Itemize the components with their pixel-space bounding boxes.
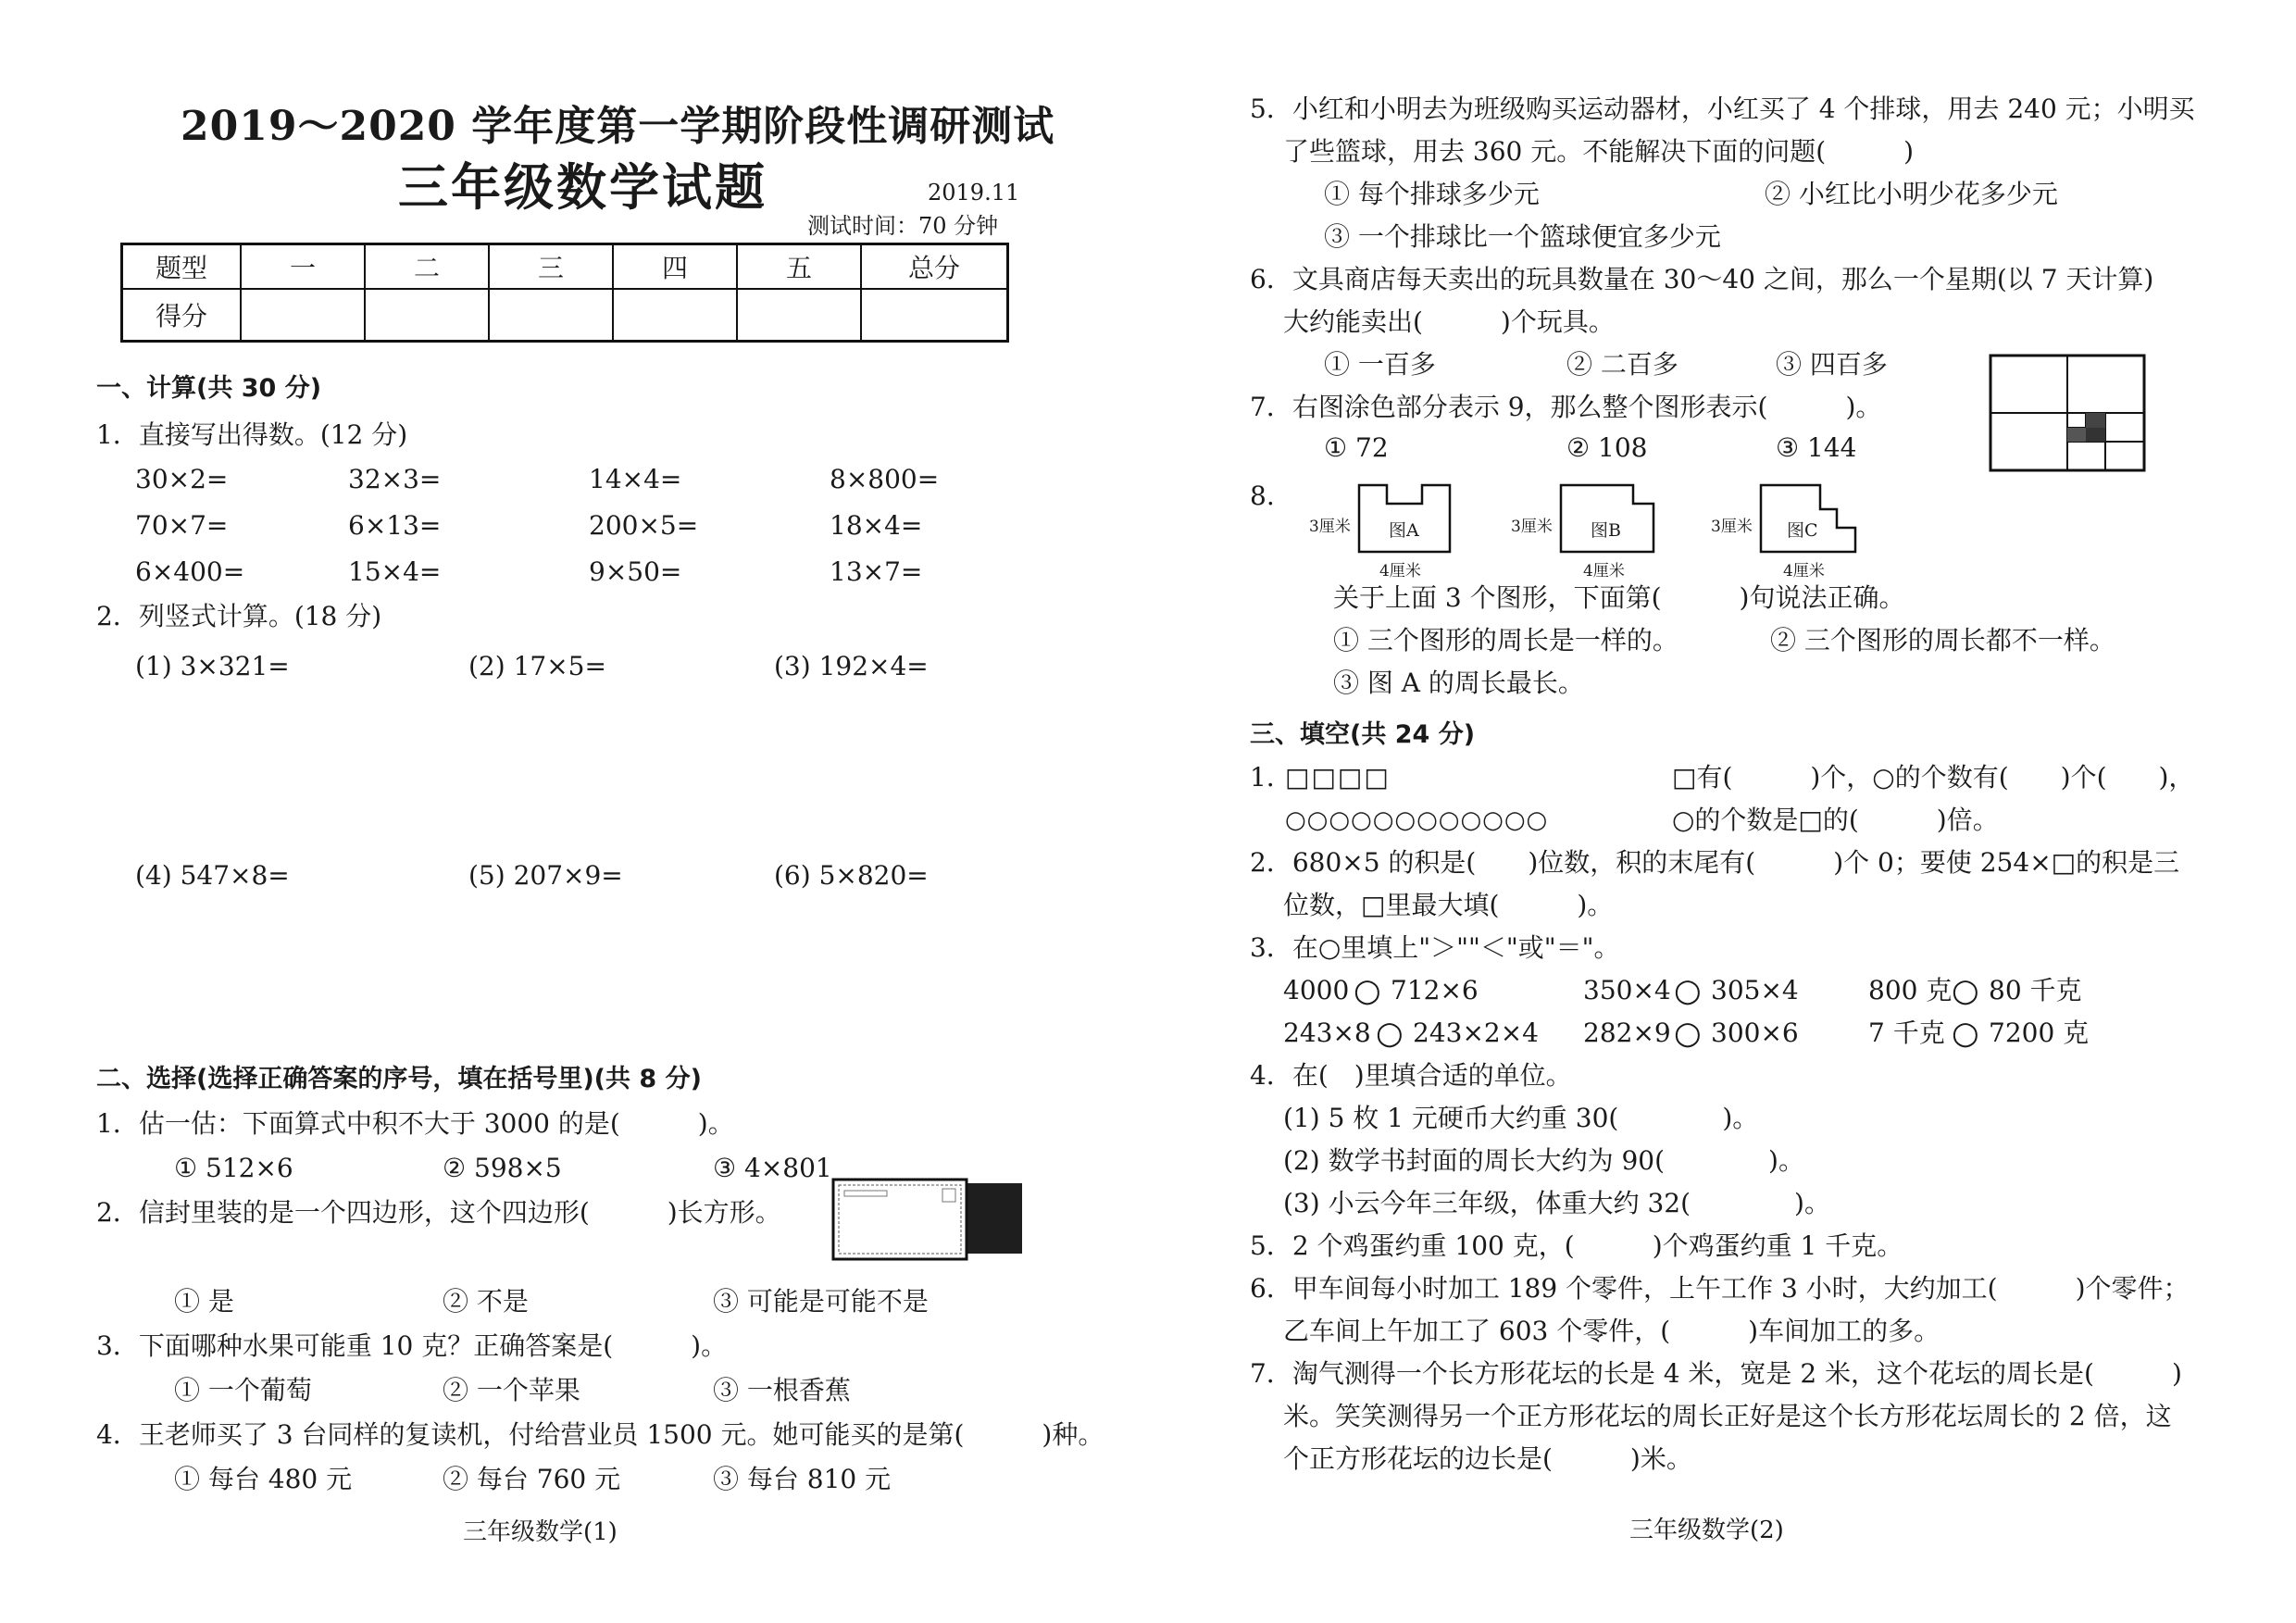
choice-option: ③ 可能是可能不是 xyxy=(713,1286,929,1317)
score-header-3: 三 xyxy=(489,244,613,290)
compare-right: 243×2×4 xyxy=(1413,1017,1539,1048)
f5-text: 5．2 个鸡蛋约重 100 克，( )个鸡蛋约重 1 千克。 xyxy=(1250,1230,1903,1261)
f4-item: (3) 小云今年三年级，体重大约 32( )。 xyxy=(1283,1188,1830,1218)
f2-line-1: 2．680×5 的积是( )位数，积的末尾有( )个 0；要使 254×□的积是三 xyxy=(1250,847,2180,878)
oral-calc-item: 18×4= xyxy=(830,510,923,541)
f4-item: (2) 数学书封面的周长大约为 90( )。 xyxy=(1283,1145,1804,1176)
vertical-calc-item: (6) 5×820= xyxy=(774,860,929,891)
oral-calc-item: 6×400= xyxy=(135,556,245,587)
compare-circle[interactable]: ○ xyxy=(1674,972,1702,1009)
envelope-illustration xyxy=(831,1178,1024,1263)
figure-b-side-label: 3厘米 xyxy=(1511,518,1553,536)
choice-option: ③ 4×801 xyxy=(713,1153,832,1183)
compare-circle[interactable]: ○ xyxy=(1952,1015,1979,1052)
choice-option: ① 512×6 xyxy=(174,1153,293,1183)
oral-calc-item: 70×7= xyxy=(135,510,229,541)
q6-line-2: 大约能卖出( )个玩具。 xyxy=(1283,306,1615,337)
page-footer: 三年级数学(2) xyxy=(1629,1517,1784,1544)
compare-right: 305×4 xyxy=(1711,975,1799,1005)
oral-calc-item: 32×3= xyxy=(348,464,442,494)
f7-line-3: 个正方形花坛的边长是( )米。 xyxy=(1283,1443,1692,1474)
figure-b-bottom-label: 4厘米 xyxy=(1583,562,1625,581)
score-cell-total[interactable] xyxy=(861,289,1008,342)
oral-calc-item: 200×5= xyxy=(589,510,699,541)
f3-text: 3．在○里填上"＞""＜"或"＝"。 xyxy=(1250,932,1620,963)
choice-option: ① 一个葡萄 xyxy=(174,1375,312,1405)
sec2-q2-text: 2．信封里装的是一个四边形，这个四边形( )长方形。 xyxy=(96,1197,781,1228)
score-header-total: 总分 xyxy=(861,244,1008,290)
sec2-q1-text: 1．估一估：下面算式中积不大于 3000 的是( )。 xyxy=(96,1108,734,1139)
q8-text: 关于上面 3 个图形，下面第( )句说法正确。 xyxy=(1333,582,1905,613)
exam-subtitle: 三年级数学试题 xyxy=(398,157,767,217)
figure-b-name: 图B xyxy=(1591,520,1621,541)
exam-date: 2019.11 xyxy=(928,180,1020,206)
compare-left: 800 克 xyxy=(1868,975,1953,1005)
oral-calc-item: 30×2= xyxy=(135,464,229,494)
oral-calc-item: 8×800= xyxy=(830,464,940,494)
figure-a-side-label: 3厘米 xyxy=(1309,518,1351,536)
f1-prefix: 1． xyxy=(1250,762,1292,793)
choice-option: ② 598×5 xyxy=(443,1153,562,1183)
compare-left: 350×4 xyxy=(1583,975,1671,1005)
figure-b xyxy=(1505,476,1700,580)
figure-c-name: 图C xyxy=(1787,520,1818,541)
test-time: 测试时间：70 分钟 xyxy=(807,213,999,239)
compare-right: 7200 克 xyxy=(1989,1017,2090,1048)
q5-line-1: 5．小红和小明去为班级购买运动器材，小红买了 4 个排球，用去 240 元；小明买 xyxy=(1250,94,2195,124)
f6-line-2: 乙车间上午加工了 603 个零件，( )车间加工的多。 xyxy=(1283,1316,1940,1346)
f1-squares: □□□□ xyxy=(1285,762,1391,793)
compare-circle[interactable]: ○ xyxy=(1674,1015,1702,1052)
score-row-label: 得分 xyxy=(122,289,242,342)
compare-circle[interactable]: ○ xyxy=(1354,972,1381,1009)
choice-option: ③ 四百多 xyxy=(1776,349,1888,380)
score-header-1: 一 xyxy=(241,244,365,290)
compare-left: 282×9 xyxy=(1583,1017,1671,1048)
score-table-header-row xyxy=(122,244,1008,290)
score-table-score-row xyxy=(122,289,1008,342)
f7-line-1: 7．淘气测得一个长方形花坛的长是 4 米，宽是 2 米，这个花坛的周长是( ) xyxy=(1250,1358,2182,1389)
choice-option: ① 三个图形的周长是一样的。 xyxy=(1333,625,1678,655)
vertical-calc-item: (4) 547×8= xyxy=(135,860,290,891)
choice-option: ① 每台 480 元 xyxy=(174,1464,353,1494)
oral-calc-item: 13×7= xyxy=(830,556,923,587)
choice-option: ② 二百多 xyxy=(1566,349,1678,380)
choice-option: ② 小红比小明少花多少元 xyxy=(1765,179,2058,209)
vertical-calc-item: (5) 207×9= xyxy=(468,860,623,891)
choice-option: ① 72 xyxy=(1324,432,1389,463)
choice-option: ③ 144 xyxy=(1776,432,1857,463)
compare-circle[interactable]: ○ xyxy=(1952,972,1979,1009)
choice-option: ③ 每台 810 元 xyxy=(713,1464,892,1494)
score-table xyxy=(120,243,1009,343)
score-header-type: 题型 xyxy=(122,244,242,290)
score-cell[interactable] xyxy=(737,289,861,342)
score-cell[interactable] xyxy=(613,289,737,342)
section-3-heading: 三、填空(共 24 分) xyxy=(1250,720,1476,749)
compare-right: 80 千克 xyxy=(1989,975,2082,1005)
choice-option: ② 不是 xyxy=(443,1286,529,1317)
choice-option: ② 一个苹果 xyxy=(443,1375,580,1405)
q5-line-2: 了些篮球，用去 360 元。不能解决下面的问题( ) xyxy=(1283,136,1915,167)
sec2-q3-text: 3．下面哪种水果可能重 10 克？正确答案是( )。 xyxy=(96,1330,728,1361)
choice-option: ③ 一个排球比一个篮球便宜多少元 xyxy=(1324,221,1721,252)
figure-a-bottom-label: 4厘米 xyxy=(1379,562,1421,581)
choice-option: ② 每台 760 元 xyxy=(443,1464,621,1494)
vertical-calc-item: (1) 3×321= xyxy=(135,651,290,681)
score-cell[interactable] xyxy=(365,289,489,342)
shaded-square-figure xyxy=(1989,354,2148,474)
q7-text: 7．右图涂色部分表示 9，那么整个图形表示( )。 xyxy=(1250,392,1882,422)
score-header-5: 五 xyxy=(737,244,861,290)
compare-left: 4000 xyxy=(1283,975,1350,1005)
compare-left: 243×8 xyxy=(1283,1017,1371,1048)
sec1-q2-text: 2．列竖式计算。(18 分) xyxy=(96,601,382,631)
sec2-q4-text: 4．王老师买了 3 台同样的复读机，付给营业员 1500 元。她可能买的是第( )种。 xyxy=(96,1419,1104,1450)
figure-c xyxy=(1705,476,1909,580)
page-footer: 三年级数学(1) xyxy=(463,1518,618,1546)
section-1-heading: 一、计算(共 30 分) xyxy=(96,374,322,403)
oral-calc-item: 6×13= xyxy=(348,510,442,541)
f1-text-1: □有( )个，○的个数有( )个( )， xyxy=(1672,762,2195,793)
figure-c-bottom-label: 4厘米 xyxy=(1783,562,1825,581)
choice-option: ② 三个图形的周长都不一样。 xyxy=(1770,625,2115,655)
f7-line-2: 米。笑笑测得另一个正方形花坛的周长正好是这个长方形花坛周长的 2 倍，这 xyxy=(1283,1401,2172,1431)
figure-a-name: 图A xyxy=(1389,520,1419,541)
choice-option: ① 一百多 xyxy=(1324,349,1436,380)
oral-calc-item: 14×4= xyxy=(589,464,682,494)
compare-right: 712×6 xyxy=(1391,975,1479,1005)
score-header-2: 二 xyxy=(365,244,489,290)
f1-text-2: ○的个数是□的( )倍。 xyxy=(1672,805,1999,835)
q6-line-1: 6．文具商店每天卖出的玩具数量在 30～40 之间，那么一个星期(以 7 天计算) xyxy=(1250,264,2154,294)
f2-line-2: 位数，□里最大填( )。 xyxy=(1283,890,1614,920)
choice-option: ① 每个排球多少元 xyxy=(1324,179,1540,209)
q8-number: 8. xyxy=(1250,481,1275,511)
page-2 xyxy=(1148,0,2296,1623)
f4-item: (1) 5 枚 1 元硬币大约重 30( )。 xyxy=(1283,1103,1759,1133)
score-header-4: 四 xyxy=(613,244,737,290)
f6-line-1: 6．甲车间每小时加工 189 个零件，上午工作 3 小时，大约加工( )个零件； xyxy=(1250,1273,2190,1304)
compare-left: 7 千克 xyxy=(1868,1017,1945,1048)
score-cell[interactable] xyxy=(241,289,365,342)
score-cell[interactable] xyxy=(489,289,613,342)
figure-a xyxy=(1304,476,1498,580)
compare-circle[interactable]: ○ xyxy=(1376,1015,1404,1052)
figure-c-side-label: 3厘米 xyxy=(1711,518,1753,536)
compare-right: 300×6 xyxy=(1711,1017,1799,1048)
oral-calc-item: 9×50= xyxy=(589,556,682,587)
choice-option: ① 是 xyxy=(174,1286,234,1317)
oral-calc-item: 15×4= xyxy=(348,556,442,587)
choice-option: ② 108 xyxy=(1566,432,1648,463)
choice-option: ③ 图 A 的周长最长。 xyxy=(1333,668,1584,698)
vertical-calc-item: (2) 17×5= xyxy=(468,651,606,681)
f1-circles: ○○○○○○○○○○○○ xyxy=(1285,806,1549,834)
choice-option: ③ 一根香蕉 xyxy=(713,1375,851,1405)
f4-text: 4．在( )里填合适的单位。 xyxy=(1250,1060,1572,1091)
exam-title: 2019～2020 学年度第一学期阶段性调研测试 xyxy=(181,103,1055,150)
section-2-heading: 二、选择(选择正确答案的序号，填在括号里)(共 8 分) xyxy=(96,1065,702,1093)
sec1-q1-text: 1．直接写出得数。(12 分) xyxy=(96,419,408,450)
vertical-calc-item: (3) 192×4= xyxy=(774,651,929,681)
